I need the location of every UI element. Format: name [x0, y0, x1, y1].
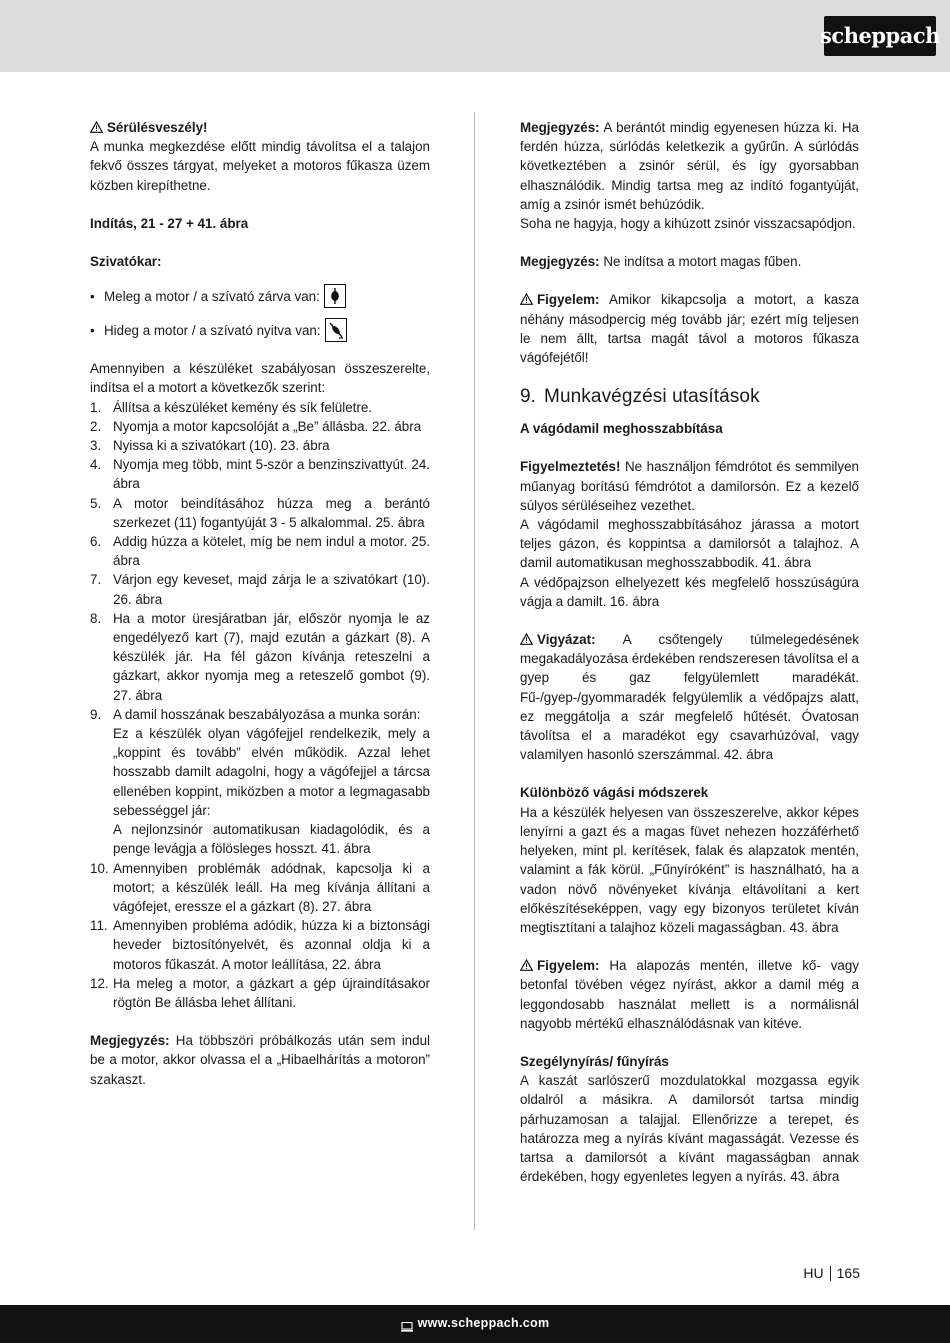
note-restart [90, 1031, 430, 1089]
attention-wear: Figyelem: Ha alapozás mentén, illetve kő- vagy betonfal tövében végez nyírást, akkor a damil még a leggondosabb használat mellett is a normálisnál nagyobb mértékű elhasználódásnak van kitéve. [520, 958, 859, 1031]
warning-triangle-icon [520, 633, 533, 645]
list-item: 10. Amennyiben problémák adódnak, kapcsolja ki a motort; a készülék leáll. Ha meg kívánja állítani a vágófejet, eressze el a gázkart (8). 27. ábra [90, 860, 430, 914]
note-text: Ha többszöri próbálkozás után sem indul be a motor, akkor olvassa el a „Hibaelhárítás a motoron” szakaszt. [90, 1033, 430, 1087]
page-lang: HU [803, 1265, 824, 1281]
choke-open-icon [325, 318, 347, 342]
warning-wire: Figyelmeztetés! Ne használjon fémdrótot és semmilyen műanyag borítású fémdrótot a damilorsón. Ez a kezelő súlyos sérüléseihez vezethet. [520, 459, 859, 513]
list-item: 8. Ha a motor üresjáratban jár, először nyomja le az engedélyező kart (7), majd ezután a gázkart (8). A készülék jár. Ha fél gázon kívánja reteszelni a gázkart, akkor nyomja meg a reteszelő gombot (9). 27. ábra [90, 610, 430, 703]
choke-heading: Szivatókar: [90, 254, 162, 270]
page-separator [830, 1266, 831, 1281]
column-divider [474, 112, 475, 1230]
brand-logo [820, 16, 940, 56]
warning-triangle-icon [90, 121, 103, 133]
edge-trimming-text: A kaszát sarlószerű mozdulatokkal mozgassa egyik oldalról a másikra. A damilorsót tartsa mindig párhuzamosan a talajjal. Ellenőrizze a terepet, és határozza meg a nyírás kívánt magasságát. Vezesse és tartsa a damilorsót a kívánt magasságban annak érdekében, hogy egyenletes legyen a nyírás. 43. ábra [520, 1073, 859, 1185]
list-item: 11. Amennyiben probléma adódik, húzza ki a biztonsági heveder biztosítónyelvét, és azonnal oldja ki a motoros fűkaszát. A motor leállítása, 22. ábra [90, 918, 430, 972]
note-pull-starter-2: Soha ne hagyja, hogy a kihúzott zsinór visszacsapódjon. [520, 216, 856, 232]
subheading-edge-trimming: Szegélynyírás/ fűnyírás [520, 1053, 669, 1069]
bullet-text: Meleg a motor / a szívató zárva van: [104, 288, 320, 304]
line-extension-text: A vágódamil meghosszabbításához járassa a motort teljes gázon, és koppintsa a damilorsót a talajhoz. A damil automatikusan meghosszabbodik. 41. ábra [520, 517, 859, 571]
footer-bar [0, 1305, 950, 1343]
header-band [0, 0, 950, 72]
list-item: 12. Ha meleg a motor, a gázkart a gép újraindításakor rögtön Be állásba lehet állítani. [90, 975, 430, 1010]
start-heading: Indítás, 21 - 27 + 41. ábra [90, 215, 249, 231]
right-column [520, 118, 859, 1186]
bullet-text: Hideg a motor / a szívató nyitva van: [104, 322, 321, 338]
start-intro: Amennyiben a készüléket szabályosan összeszerelte, indítsa el a motort a következők szerint: [90, 361, 430, 396]
attention-stop: Figyelem: Amikor kikapcsolja a motort, a kasza néhány másodpercig még tovább jár; ezért míg teljesen le nem állt, tartsa magát távol a motoros fűkasza vágófejétől! [520, 292, 859, 366]
page-number [800, 1264, 860, 1283]
list-item: 7. Várjon egy keveset, majd zárja le a szivatókart (10). 26. ábra [90, 572, 430, 607]
danger-title: Sérülésveszély! [107, 120, 208, 135]
page-index: 165 [836, 1265, 860, 1281]
warning-triangle-icon [520, 959, 533, 971]
warning-triangle-icon [520, 293, 533, 305]
note-tall-grass: Megjegyzés: Ne indítsa a motort magas fűben. [520, 254, 802, 270]
list-item: 9. A damil hosszának beszabályozása a munka során: Ez a készülék olyan vágófejjel rendelkezik, mely a „koppint és tovább” elvén működik. Azzal lehet hosszabb damilt adagolni, hogy a vágófejjel a tárcsa ellenében koppint, miközben a motor a legmagasabb sebességgel jár: A nejlonzsinór automatikusan kiadagolódik, és a penge levágja a fölösleges hosszt. 41. ábra [90, 706, 430, 857]
caution-overheat: Vigyázat: A csőtengely túlmelegedésének megakadályozása érdekében rendszeresen távolítsa el a gyep és gaz felgyülemlett maradékát. Fű-/gyep-/gyommaradék felgyülemlik a védőpajzs alatt, ez meggátolja a szár megfelelő hűtését. Óvatosan távolítsa el a maradékot egy csavarhúzóval, vagy valamilyen hasonló szerszámmal. 42. ábra [520, 632, 859, 763]
note-label: Megjegyzés: [90, 1033, 170, 1049]
list-item: 5. A motor beindításához húzza meg a berántó szerkezet (11) fogantyúját 3 - 5 alkalommal. 25. ábra [90, 495, 430, 530]
choke-closed-icon [324, 284, 346, 308]
bullet-dot: • [90, 288, 95, 304]
subheading-line-extension: A vágódamil meghosszabbítása [520, 421, 723, 437]
section-heading: 9. Munkavégzési utasítások [520, 386, 760, 408]
brand-name: scheppach [820, 23, 940, 49]
list-item: 6. Addig húzza a kötelet, míg be nem indul a motor. 25. ábra [90, 534, 430, 569]
danger-text: A munka megkezdése előtt mindig távolítsa el a talajon fekvő összes tárgyat, melyeket a motoros fűkasza üzem közben kirepíthetne. [90, 139, 430, 193]
bullet-dot: • [90, 322, 95, 338]
bullet-choke-open [90, 315, 430, 345]
list-item: 4. Nyomja meg több, mint 5-ször a benzinszivattyút. 24. ábra [90, 457, 430, 492]
cutting-methods-text: Ha a készülék helyesen van összeszerelve, akkor képes lenyírni a gazt és a magas füvet nehezen hozzáférhető helyeken, mint pl. kerítések, falak és alapzatok mentén, valamint a fák körül. „Fűnyíróként” is használható, ha a vadon növő növényeket kívánja eltávolítani a kert előkészítéseképpen, vagy egy bizonyos területet kíván megtisztítani a talajhoz közeli magasságban. 43. ábra [520, 804, 859, 935]
left-column [90, 118, 430, 1089]
computer-icon [401, 1319, 413, 1329]
note-pull-starter: Megjegyzés: A berántót mindig egyenesen húzza ki. Ha ferdén húzza, súrlódás keletkezik a gyűrűn. A súrlódás következtében a zsinór sérül, és így gyorsabban elhasználódik. Mindig tartsa meg az indító fogantyúját, amíg a zsinór ismét behúzódik. [520, 120, 859, 212]
subheading-cutting-methods: Különböző vágási módszerek [520, 785, 709, 801]
line-cut-text: A védőpajzson elhelyezett kés megfelelő hosszúságúra vágja a damilt. 16. ábra [520, 574, 859, 609]
list-item: 3. Nyissa ki a szivatókart (10). 23. ábra [90, 438, 330, 454]
start-steps-list [90, 398, 430, 1013]
footer-url[interactable]: www.scheppach.com [417, 1316, 550, 1331]
list-item: 1. Állítsa a készüléket kemény és sík felületre. [90, 399, 372, 415]
list-item: 2. Nyomja a motor kapcsolóját a „Be” állásba. 22. ábra [90, 418, 422, 434]
bullet-choke-closed [90, 281, 430, 311]
danger-block [90, 118, 430, 195]
